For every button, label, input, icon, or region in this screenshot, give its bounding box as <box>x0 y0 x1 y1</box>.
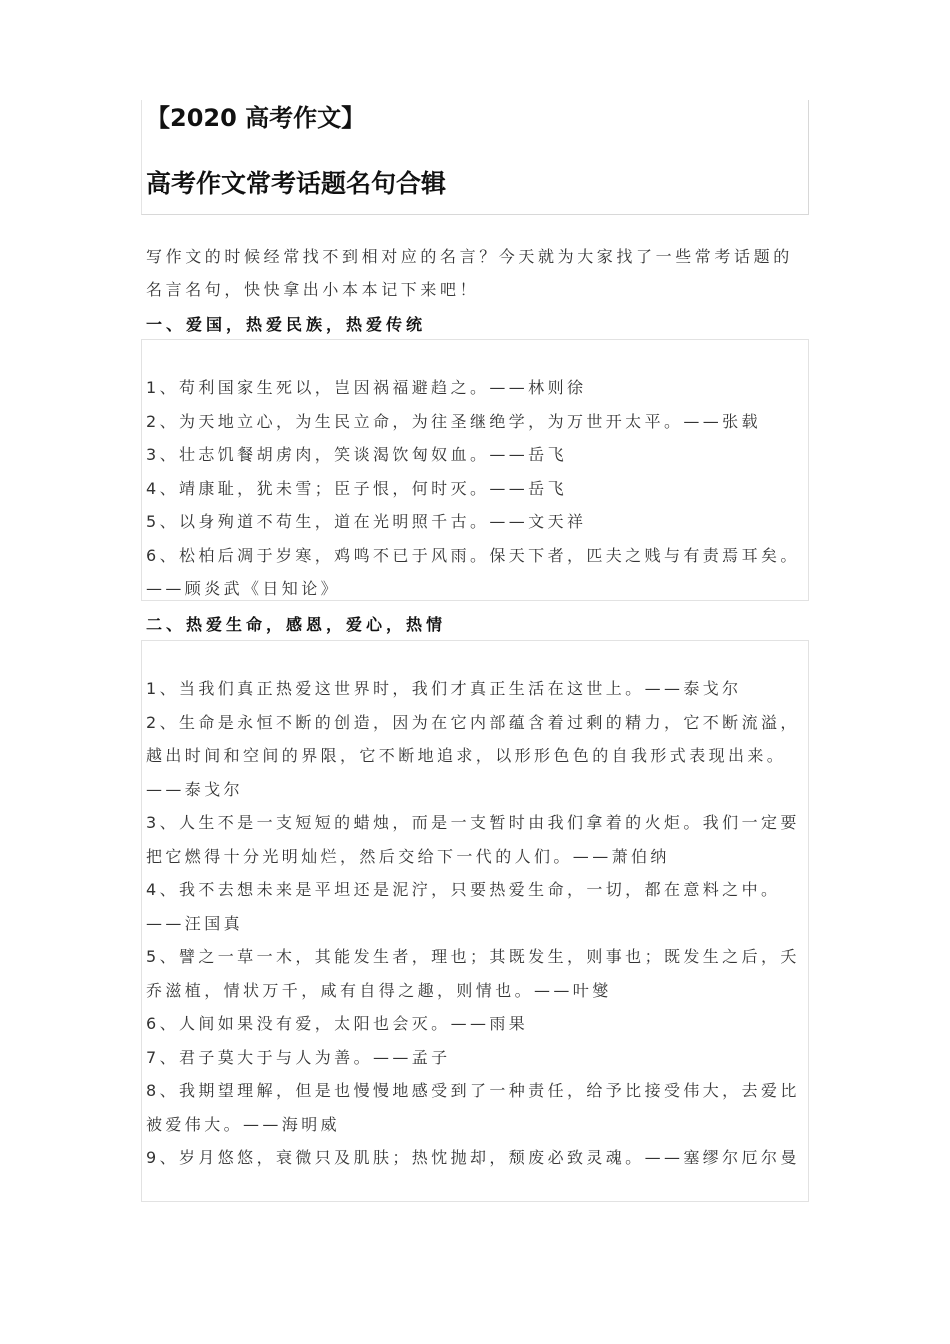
quote-item: 5、以身殉道不苟生，道在光明照千古。——文天祥 <box>146 512 587 531</box>
quote-list-patriotism <box>146 371 810 606</box>
quote-item: 2、为天地立心，为生民立命，为往圣继绝学，为万世开太平。——张载 <box>146 411 761 431</box>
quote-item: 2、生命是永恒不断的创造，因为在它内部蕴含着过剩的精力，它不断流溢，越出时间和空间的界限，它不断地追求，以形形色色的自我形式表现出来。——泰戈尔 <box>146 712 800 799</box>
quote-item: 6、人间如果没有爱，太阳也会灭。——雨果 <box>146 1014 529 1033</box>
section-heading-patriotism: 一、爱国，热爱民族，热爱传统 <box>146 315 427 334</box>
quote-item: 4、我不去想未来是平坦还是泥泞，只要热爱生命，一切，都在意料之中。——汪国真 <box>146 880 781 933</box>
intro-paragraph: 写作文的时候经常找不到相对应的名言？今天就为大家找了一些常考话题的名言名句，快快拿出小本本记下来吧！ <box>146 247 793 299</box>
quote-item: 3、壮志饥餐胡虏肉，笑谈渴饮匈奴血。——岳飞 <box>146 445 567 464</box>
quote-item: 7、君子莫大于与人为善。——孟子 <box>146 1047 451 1067</box>
quote-item: 6、松柏后凋于岁寒，鸡鸣不已于风雨。保天下者，匹夫之贱与有责焉耳矣。——顾炎武《日知论》 <box>146 545 800 598</box>
quote-item: 3、人生不是一支短短的蜡烛，而是一支暂时由我们拿着的火炬。我们一定要把它燃得十分光明灿烂，然后交给下一代的人们。——萧伯纳 <box>146 813 800 866</box>
quote-item: 4、靖康耻，犹未雪；臣子恨，何时灭。——岳飞 <box>146 478 567 498</box>
page-title: 高考作文常考话题名句合辑 <box>146 169 447 198</box>
quote-item: 1、苟利国家生死以，岂因祸福避趋之。——林则徐 <box>146 378 587 397</box>
quote-list-love-of-life <box>146 672 810 1175</box>
quote-item: 8、我期望理解，但是也慢慢地感受到了一种责任，给予比接受伟大，去爱比被爱伟大。——海明威 <box>146 1081 800 1134</box>
quote-item: 9、岁月悠悠，衰微只及肌肤；热忱抛却，颓废必致灵魂。——塞缪尔厄尔曼 <box>146 1148 800 1167</box>
section-heading-love-of-life: 二、热爱生命，感恩，爱心，热情 <box>146 615 447 634</box>
quote-item: 5、譬之一草一木，其能发生者，理也；其既发生，则事也；既发生之后，夭乔滋植，情状万千，咸有自得之趣，则情也。——叶燮 <box>146 947 800 1000</box>
quote-item: 1、当我们真正热爱这世界时，我们才真正生活在这世上。——泰戈尔 <box>146 679 742 698</box>
article-tag: 【2020 高考作文】 <box>146 104 366 132</box>
